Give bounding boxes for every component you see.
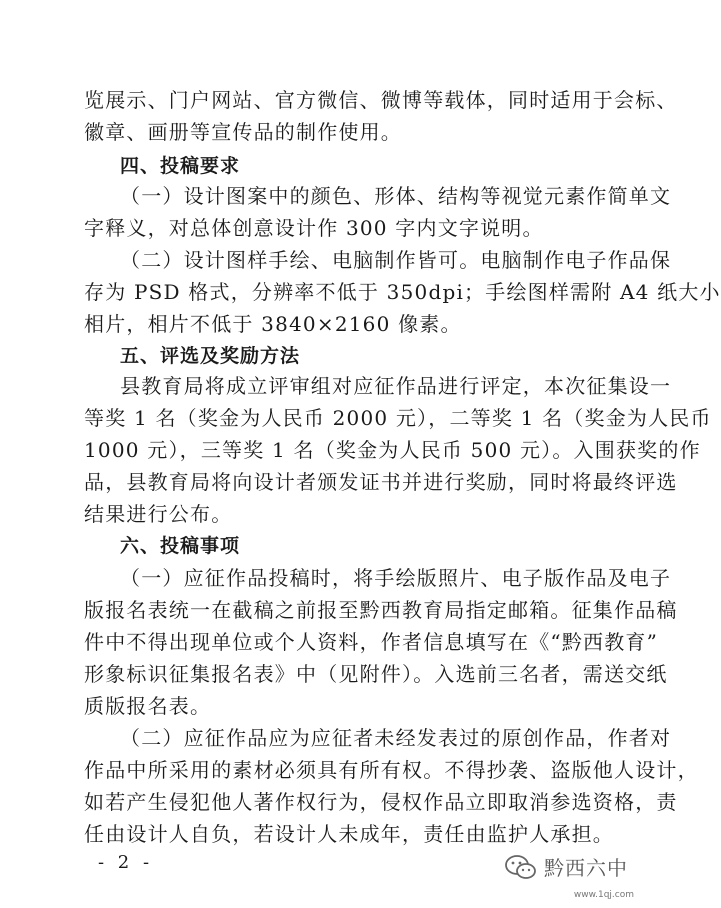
paragraph-line: 质版报名表。	[84, 694, 212, 718]
paragraph-line: 如若产生侵犯他人著作权行为，侵权作品立即取消参选资格，责	[84, 790, 678, 814]
paragraph-line: 览展示、门户网站、官方微信、微博等载体，同时适用于会标、	[84, 88, 678, 112]
paragraph-line: （一）设计图案中的颜色、形体、结构等视觉元素作简单文	[120, 184, 672, 208]
paragraph-line: 任由设计人自负，若设计人未成年，责任由监护人承担。	[84, 822, 614, 846]
paragraph-line: （一）应征作品投稿时，将手绘版照片、电子版作品及电子	[120, 566, 672, 590]
paragraph-line: （二）应征作品应为应征者未经发表过的原创作品，作者对	[120, 726, 672, 750]
section-heading-4: 四、投稿要求	[120, 155, 241, 177]
paragraph-line: 等奖 1 名（奖金为人民币 2000 元），二等奖 1 名（奖金为人民币	[84, 406, 712, 430]
paragraph-line: 作品中所采用的素材必须具有所有权。不得抄袭、盗版他人设计，	[84, 758, 699, 782]
paragraph-line: 相片，相片不低于 3840×2160 像素。	[84, 312, 462, 336]
paragraph-line: 形象标识征集报名表》中（见附件）。入选前三名者，需送交纸	[84, 662, 668, 686]
paragraph-line: 结果进行公布。	[84, 502, 233, 526]
paragraph-line: 件中不得出现单位或个人资料，作者信息填写在《“黔西教育”	[84, 630, 659, 654]
paragraph-line: 字释义，对总体创意设计作 300 字内文字说明。	[84, 216, 544, 240]
paragraph-line: （二）设计图样手绘、电脑制作皆可。电脑制作电子作品保	[120, 248, 672, 272]
paragraph-line: 1000 元），三等奖 1 名（奖金为人民币 500 元）。入围获奖的作	[84, 438, 701, 462]
paragraph-line: 品，县教育局将向设计者颁发证书并进行奖励，同时将最终评选	[84, 470, 678, 494]
page-number: - 2 -	[98, 852, 154, 873]
watermark-name: 黔西六中	[544, 856, 628, 880]
paragraph-line: 版报名表统一在截稿之前报至黔西教育局指定邮箱。征集作品稿	[84, 598, 678, 622]
paragraph-line: 徽章、画册等宣传品的制作使用。	[84, 120, 402, 144]
paragraph-line: 县教育局将成立评审组对应征作品进行评定，本次征集设一	[120, 374, 672, 398]
watermark-url: www.1qj.com	[573, 890, 634, 900]
wechat-icon	[504, 854, 538, 882]
section-heading-5: 五、评选及奖励方法	[120, 345, 301, 367]
watermark	[504, 852, 634, 900]
paragraph-line: 存为 PSD 格式，分辨率不低于 350dpi；手绘图样需附 A4 纸大小	[84, 280, 721, 304]
section-heading-6: 六、投稿事项	[120, 535, 241, 557]
